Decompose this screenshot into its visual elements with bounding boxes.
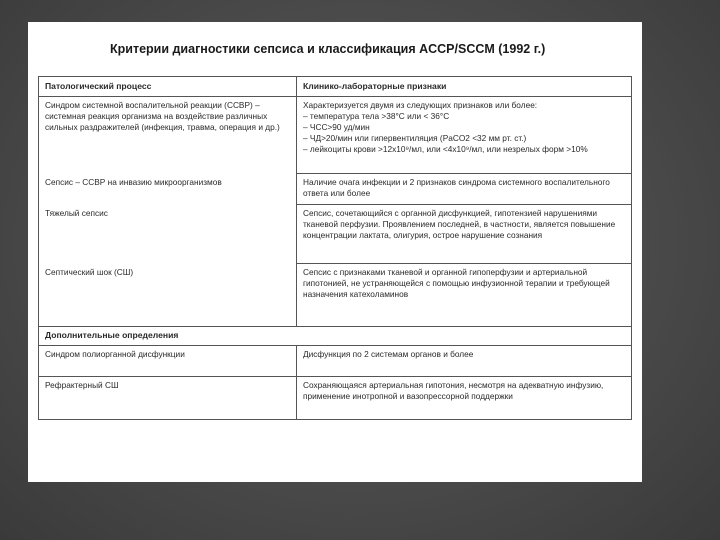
sign-line: – ЧД>20/мин или гипервентиляция (PaCO2 <32 мм рт. ст.) [303, 133, 527, 144]
cell-process: Рефрактерный СШ [39, 376, 297, 419]
header-process: Патологический процесс [39, 77, 297, 97]
cell-signs: Наличие очага инфекции и 2 признаков синдрома системного воспалительного ответа или более [297, 174, 632, 205]
section-header-row [39, 327, 632, 345]
cell-signs: Сепсис с признаками тканевой и органной гипоперфузии и артериальной гипотонией, не устраняющейся с помощью инфузионной терапии и требующей назначения катехоламинов [297, 264, 632, 327]
cell-process: Синдром системной воспалительной реакции (ССВР) – системная реакция организма на воздействие различных сильных раздражителей (инфекция, травма, операция и др.) [39, 97, 297, 174]
cell-signs: Сохраняющаяся артериальная гипотония, несмотря на адекватную инфузию, применение инотропной и вазопрессорной поддержки [297, 376, 632, 419]
table-row [39, 345, 632, 376]
cell-signs [297, 97, 632, 174]
cell-signs: Дисфункция по 2 системам органов и более [297, 345, 632, 376]
section-title: Дополнительные определения [39, 327, 632, 345]
cell-process: Синдром полиорганной дисфункции [39, 345, 297, 376]
sign-line: – ЧСС>90 уд/мин [303, 122, 370, 133]
criteria-table [38, 76, 632, 420]
slide-title: Критерии диагностики сепсиса и классификация ACCP/SCCM (1992 г.) [110, 42, 546, 56]
cell-process: Септический шок (СШ) [39, 264, 297, 327]
table-row [39, 205, 632, 264]
cell-signs: Сепсис, сочетающийся с органной дисфункцией, гипотензией нарушениями тканевой перфузии. Проявлением последней, в частности, является повышение концентрации лактата, олигурия, острое нарушение сознания [297, 205, 632, 264]
cell-process: Тяжелый сепсис [39, 205, 297, 264]
table-row [39, 97, 632, 174]
sign-line: – лейкоциты крови >12x10⁹/мл, или <4x10⁹/мл, или незрелых форм >10% [303, 144, 588, 155]
cell-process: Сепсис – ССВР на инвазию микроорганизмов [39, 174, 297, 205]
slide [28, 22, 642, 482]
table-header-row [39, 77, 632, 97]
header-signs: Клинико-лабораторные признаки [297, 77, 632, 97]
table-row [39, 264, 632, 327]
sign-line: – температура тела >38°С или < 36°С [303, 111, 450, 122]
sign-line: Характеризуется двумя из следующих признаков или более: [303, 100, 538, 111]
table-row [39, 174, 632, 205]
table-row [39, 376, 632, 419]
